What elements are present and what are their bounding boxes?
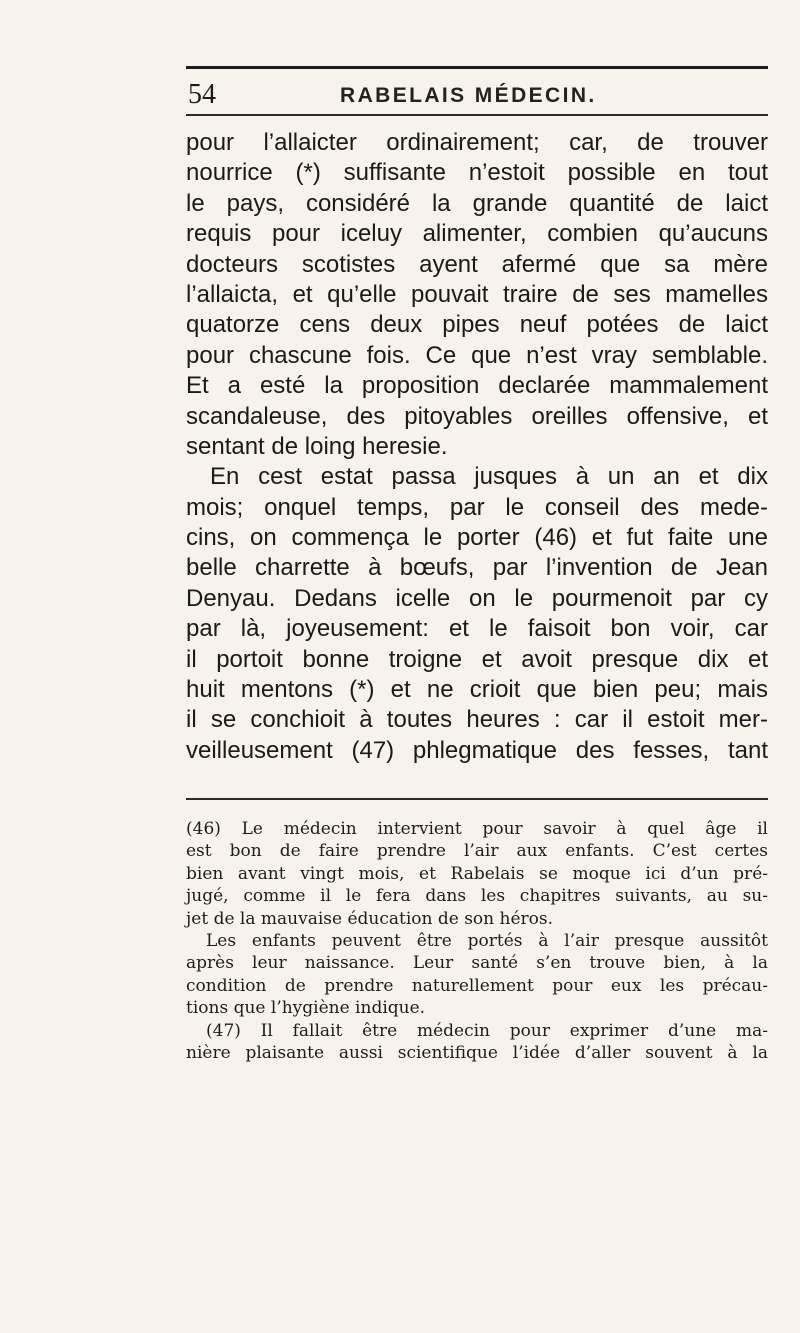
body-line: En cest estat passa jusques à un an et dix (210, 463, 768, 491)
footnote-line: (47) Il fallait être médecin pour exprimer d’une ma- (206, 1020, 768, 1041)
body-line: Et a esté la proposition declarée mammalement (186, 372, 768, 400)
page-header (186, 78, 768, 114)
footnote-line: Les enfants peuvent être portés à l’air presque aussitôt (206, 930, 768, 951)
page-number: 54 (188, 79, 216, 110)
footnote-line: bien avant vingt mois, et Rabelais se moque ici d’un pré- (186, 863, 768, 884)
body-line: cins, on commença le porter (46) et fut faite une (186, 524, 768, 552)
footnote-line: (46) Le médecin intervient pour savoir à quel âge il (186, 819, 768, 839)
footnote-line: nière plaisante aussi scientifique l’idée d’aller souvent à la (186, 1042, 768, 1063)
body-line: huit mentons (*) et ne crioit que bien peu; mais (186, 676, 768, 704)
body-line: il se conchioit à toutes heures : car il estoit mer- (186, 706, 768, 734)
footnote-line: condition de prendre naturellement pour eux les précau- (186, 975, 768, 996)
footnote-line: jet de la mauvaise éducation de son héros. (186, 908, 554, 929)
body-line: l’allaicta, et qu’elle pouvait traire de ses mamelles (186, 280, 768, 308)
body-line: sentant de loing heresie. (186, 432, 448, 460)
footnote-line: est bon de faire prendre l’air aux enfants. C’est certes (186, 841, 768, 862)
body-line: docteurs scotistes ayent afermé que sa mère (186, 250, 768, 278)
footnote-line: après leur naissance. Leur santé s’en trouve bien, à la (186, 953, 768, 974)
top-rule (186, 66, 768, 69)
running-title: RABELAIS MÉDECIN. (340, 84, 597, 107)
footnote-rule (186, 798, 768, 800)
body-line: requis pour iceluy alimenter, combien qu’aucuns (186, 220, 768, 248)
body-text (186, 128, 768, 766)
body-line: le pays, considéré la grande quantité de laict (186, 189, 768, 217)
body-line: mois; onquel temps, par le conseil des mede- (186, 493, 768, 521)
body-line: nourrice (*) suffisante n’estoit possible en tout (186, 159, 768, 187)
body-line: pour chascune fois. Ce que n’est vray semblable. (186, 341, 768, 369)
body-line: par là, joyeusement: et le faisoit bon voir, car (186, 615, 768, 643)
footnotes (186, 818, 768, 1064)
body-line: veilleusement (47) phlegmatique des fesses, tant (186, 736, 768, 764)
body-line: scandaleuse, des pitoyables oreilles offensive, et (186, 402, 768, 430)
body-line: Denyau. Dedans icelle on le pourmenoit par cy (186, 584, 768, 612)
footnote-line: jugé, comme il le fera dans les chapitres suivants, au su- (186, 886, 768, 907)
body-line: quatorze cens deux pipes neuf potées de laict (186, 311, 768, 339)
body-line: pour l’allaicter ordinairement; car, de trouver (186, 129, 768, 156)
body-line: il portoit bonne troigne et avoit presque dix et (186, 645, 768, 673)
body-line: belle charrette à bœufs, par l’invention de Jean (186, 554, 768, 582)
header-rule (186, 114, 768, 116)
footnote-line: tions que l’hygiène indique. (186, 998, 426, 1019)
